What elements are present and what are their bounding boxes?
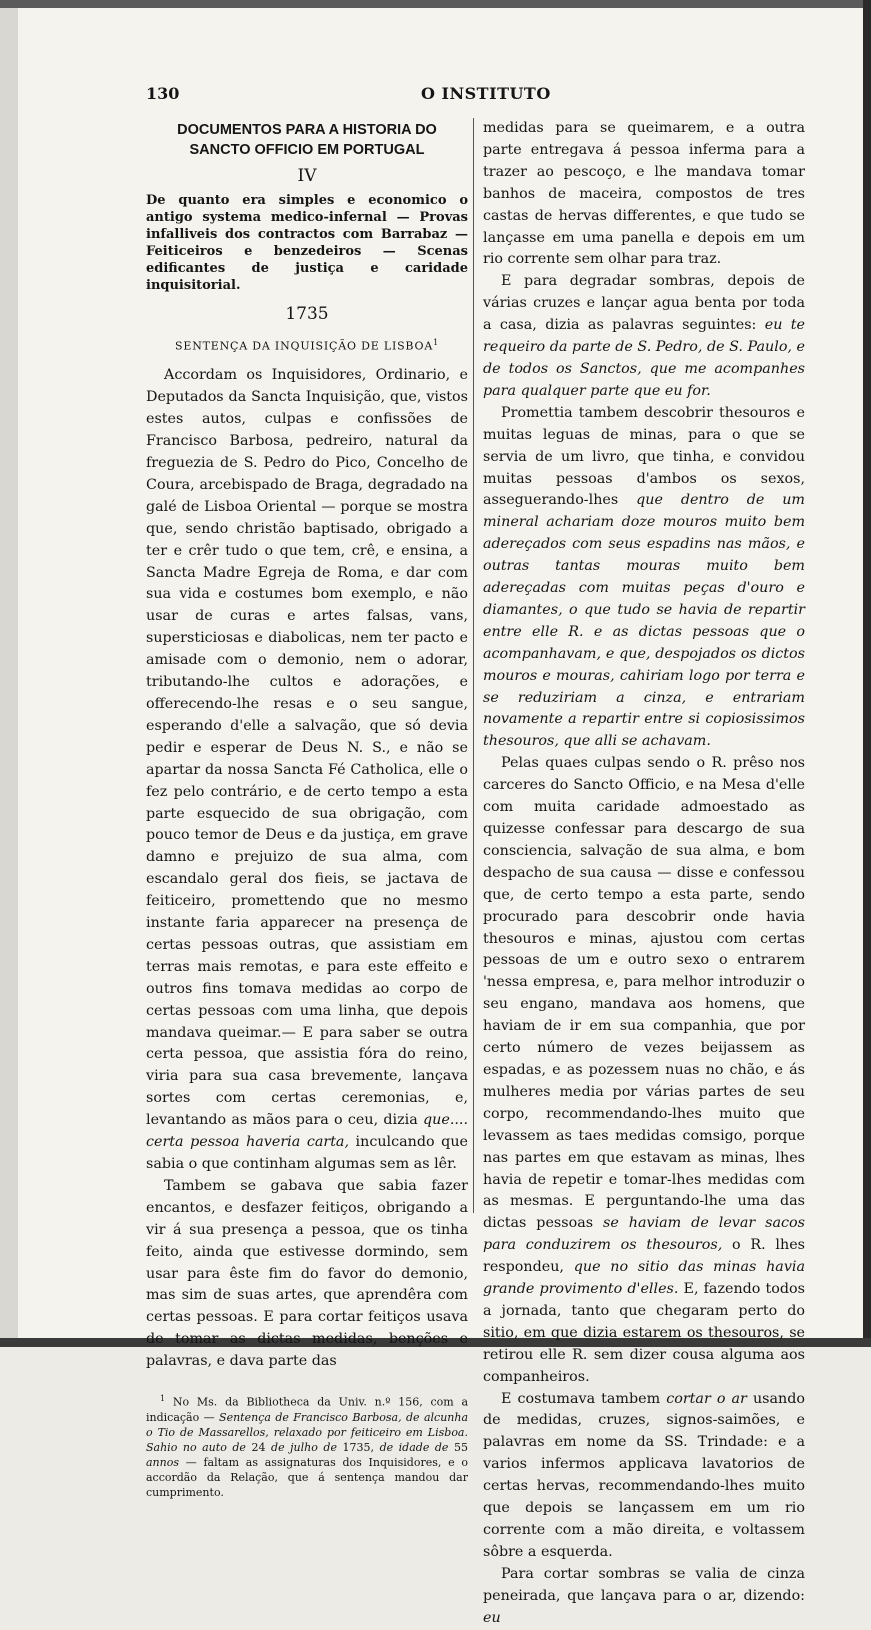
scan-top-edge bbox=[0, 0, 871, 8]
footnote-text: — faltam as assignaturas dos Inquisidores, e o accordão da Relação, que á sentença mandou dar cumprimento. bbox=[146, 1455, 468, 1499]
paragraph: medidas para se queimarem, e a outra parte entregava á pessoa inferma para a trazer ao pescoço, e lhe mandava tomar banhos de maceira, compostos de tres castas de hervas differentes, e que tudo se lançasse em uma panella e depois em um rio corrente sem olhar para traz. bbox=[483, 120, 805, 268]
paragraph-text: E costumava tambem bbox=[501, 1390, 667, 1407]
footnote-italic: de idade de bbox=[379, 1440, 449, 1454]
section-subtitle: De quanto era simples e economico o antigo systema medico-infernal — Provas infalliveis dos contractos com Barrabaz — Feiticeiros e benzedeiros — Scenas edificantes de justiça e caridade inquisitorial. bbox=[146, 192, 468, 293]
footnote-text: No Ms. da Bibliotheca da Univ. n.º 156, com a indicação — bbox=[146, 1395, 469, 1424]
paragraph-text: inculcando que sabia o que continham algumas sem as lêr. bbox=[146, 1134, 468, 1172]
paragraph bbox=[483, 1389, 805, 1564]
footnote bbox=[146, 1391, 468, 1500]
scan-left-margin bbox=[0, 0, 18, 1347]
left-column bbox=[146, 118, 468, 1500]
italic-quote: que.... certa pessoa haveria carta, bbox=[146, 1112, 468, 1151]
document-title: DOCUMENTOS PARA A HISTORIA DO SANCTO OFFICIO EM PORTUGAL bbox=[177, 122, 437, 158]
footnote-italic: Sentença de Francisco Barbosa, de alcunha o Tio de Massarellos, relaxado por feiticeiro em Lisboa. Sahio no auto de bbox=[146, 1410, 469, 1454]
footnote-ref: 1 bbox=[433, 337, 439, 347]
running-title: O INSTITUTO bbox=[421, 84, 551, 103]
italic-quote: se haviam de levar sacos para conduzirem os thesouros, bbox=[483, 1215, 805, 1254]
section-number: IV bbox=[297, 166, 317, 186]
paragraph-text: Promettia tambem descobrir thesouros e muitas leguas de minas, para o que se servia de um livro, que tinha, e convidou muitas pessoas d'ambos os sexos, asseguerando-lhes bbox=[483, 404, 805, 509]
paragraph bbox=[483, 1564, 805, 1630]
paragraph: Tambem se gabava que sabia fazer encantos, e desfazer feitiços, obrigando a vir á sua presença a pessoa, que os tinha feito, ainda que estivesse dormindo, sem usar para êste fim do favor do demonio, mas sim de suas artes, que aprendêra com certas pessoas. E para cortar feitiços usava de tomar as dictas medidas, benções e palavras, e dava parte das bbox=[146, 1177, 468, 1370]
paragraph bbox=[146, 365, 468, 1176]
scan-right-edge bbox=[863, 0, 871, 1347]
paragraph-text: Para cortar sombras se valia de cinza peneirada, que lançava para o ar, dizendo: bbox=[483, 1565, 805, 1604]
sentence-heading bbox=[146, 332, 468, 358]
italic-quote: que dentro de um mineral achariam doze mouros muito bem adereçados com seus espadins nas mãos, e outras tantas mouras muito bem adereçadas com muitas peças d'ouro e diamantes, o que tudo se havia de repartir entre elle R. e as dictas pessoas que o acompanhavam, e que, despojados os dictos mouros e mouras, cahiriam logo por terra e se reduziriam a cinza, e entrariam novamente a repartir entre si copiosissimos thesouros, que alli se achavam. bbox=[483, 492, 805, 750]
column-divider bbox=[473, 118, 474, 1213]
paragraph bbox=[483, 753, 805, 1388]
italic-quote: que no sitio das minas havia grande provimento d'elles. bbox=[483, 1259, 806, 1298]
page-number: 130 bbox=[146, 84, 180, 103]
italic-quote: eu te requeiro da parte de S. Pedro, de S. Paulo, e de todos os Sanctos, que me acompanhes para qualquer parte que eu for. bbox=[483, 317, 805, 399]
right-column bbox=[483, 118, 805, 1630]
footnote-text: 55 bbox=[448, 1440, 468, 1454]
paragraph-text: usando de medidas, cruzes, signos-saimões, e palavras em nome da SS. Trindade: e a varios infermos applicava lavatorios de certas hervas, recommendando-lhes muito que depois se lançassem em um rio corrente com a mão direita, e voltassem sôbre a esquerda. bbox=[483, 1390, 805, 1560]
paragraph-text: Accordam os Inquisidores, Ordinario, e Deputados da Sancta Inquisição, que, vistos estes autos, culpas e confissões de Francisco Barbosa, pedreiro, natural da freguezia de S. Pedro do Pico, Concelho de Coura, arcebispado de Braga, degradado na galé de Lisboa Oriental — porque se mostra que, sendo christão baptisado, obrigado a ter e crêr tudo o que tem, crê, e ensina, a Sancta Madre Egreja de Roma, e dar com sua vida e costumes bom exemplo, e não usar de curas e artes falsas, vans, supersticiosas e diabolicas, nem ter pacto e amisade com o demonio, nem o adorar, tributando-lhe cultos e adorações, e offerecendo-lhe resas e o seu sangue, esperando d'elle a salvação, que só devia pedir e esperar de Deus N. S., e não se apartar da nossa Sancta Fé Catholica, elle o fez pelo contrário, e de certo tempo a esta parte esquecido de sua obrigação, com pouco temor de Deus e da justiça, em grave damno e prejuizo de sua alma, com escandalo geral dos fieis, se jactava de feiticeiro, promettendo que no mesmo instante faria apparecer na presença de certas pessoas outras, que assistiam em terras mais remotas, e para este effeito e outros fins tomava medidas ao corpo de certas pessoas com uma linha, que depois mandava queimar.— E para saber se outra certa pessoa, que assistia fóra do reino, viria para sua casa brevemente, lançava sortes com certas ceremonias, e, levantando as mãos para o ceu, dizia bbox=[146, 367, 468, 1129]
paragraph-text: o R. lhes respondeu, bbox=[483, 1237, 805, 1276]
footnote-italic: annos bbox=[146, 1455, 179, 1469]
footnote-mark: 1 bbox=[160, 1394, 166, 1404]
sentence-heading-text: SENTENÇA DA INQUISIÇÃO DE LISBOA bbox=[175, 339, 434, 353]
paragraph bbox=[483, 403, 805, 754]
italic-quote: eu bbox=[483, 1609, 501, 1626]
paragraph-text: E, fazendo todos a jornada, tanto que chegaram perto do sitio, em que dizia estarem os thesouros, se retirou elle R. sem dizer cousa alguma aos companheiros. bbox=[483, 1281, 805, 1385]
paragraph-text: Pelas quaes culpas sendo o R. prêso nos carceres do Sancto Officio, e na Mesa d'elle com muita caridade admoestado as quizesse confessar para descargo de sua consciencia, salvação de sua alma, e bom despacho de sua causa — disse e confessou que, de certo tempo a esta parte, sendo procurado para descobrir onde havia thesouros e minas, ajustou com certas pessoas de um e outro sexo o entrarem 'nessa empresa, e, para melhor introduzir o seu engano, mandava aos homens, que haviam de ir em sua companhia, que por certo número de vezes beijassem as espadas, e as pozessem nuas no chão, e ás mulheres media por várias partes de seu corpo, recommendando-lhes muito que levassem as taes medidas comsigo, porque nas partes em que estavam as minas, lhes havia de repetir e tomar-lhes medidas com as mesmas. E perguntando-lhe uma das dictas pessoas bbox=[483, 755, 805, 1232]
italic-quote: cortar o ar bbox=[666, 1390, 747, 1407]
year-heading: 1735 bbox=[285, 303, 329, 324]
footnote-text: 24 bbox=[245, 1440, 272, 1454]
footnote-italic: de julho de bbox=[271, 1440, 337, 1454]
paragraph bbox=[483, 271, 805, 402]
footnote-text: 1735, bbox=[336, 1440, 380, 1454]
paragraph-text: E para degradar sombras, depois de várias cruzes e lançar agua benta por toda a casa, dizia as palavras seguintes: bbox=[483, 273, 805, 334]
